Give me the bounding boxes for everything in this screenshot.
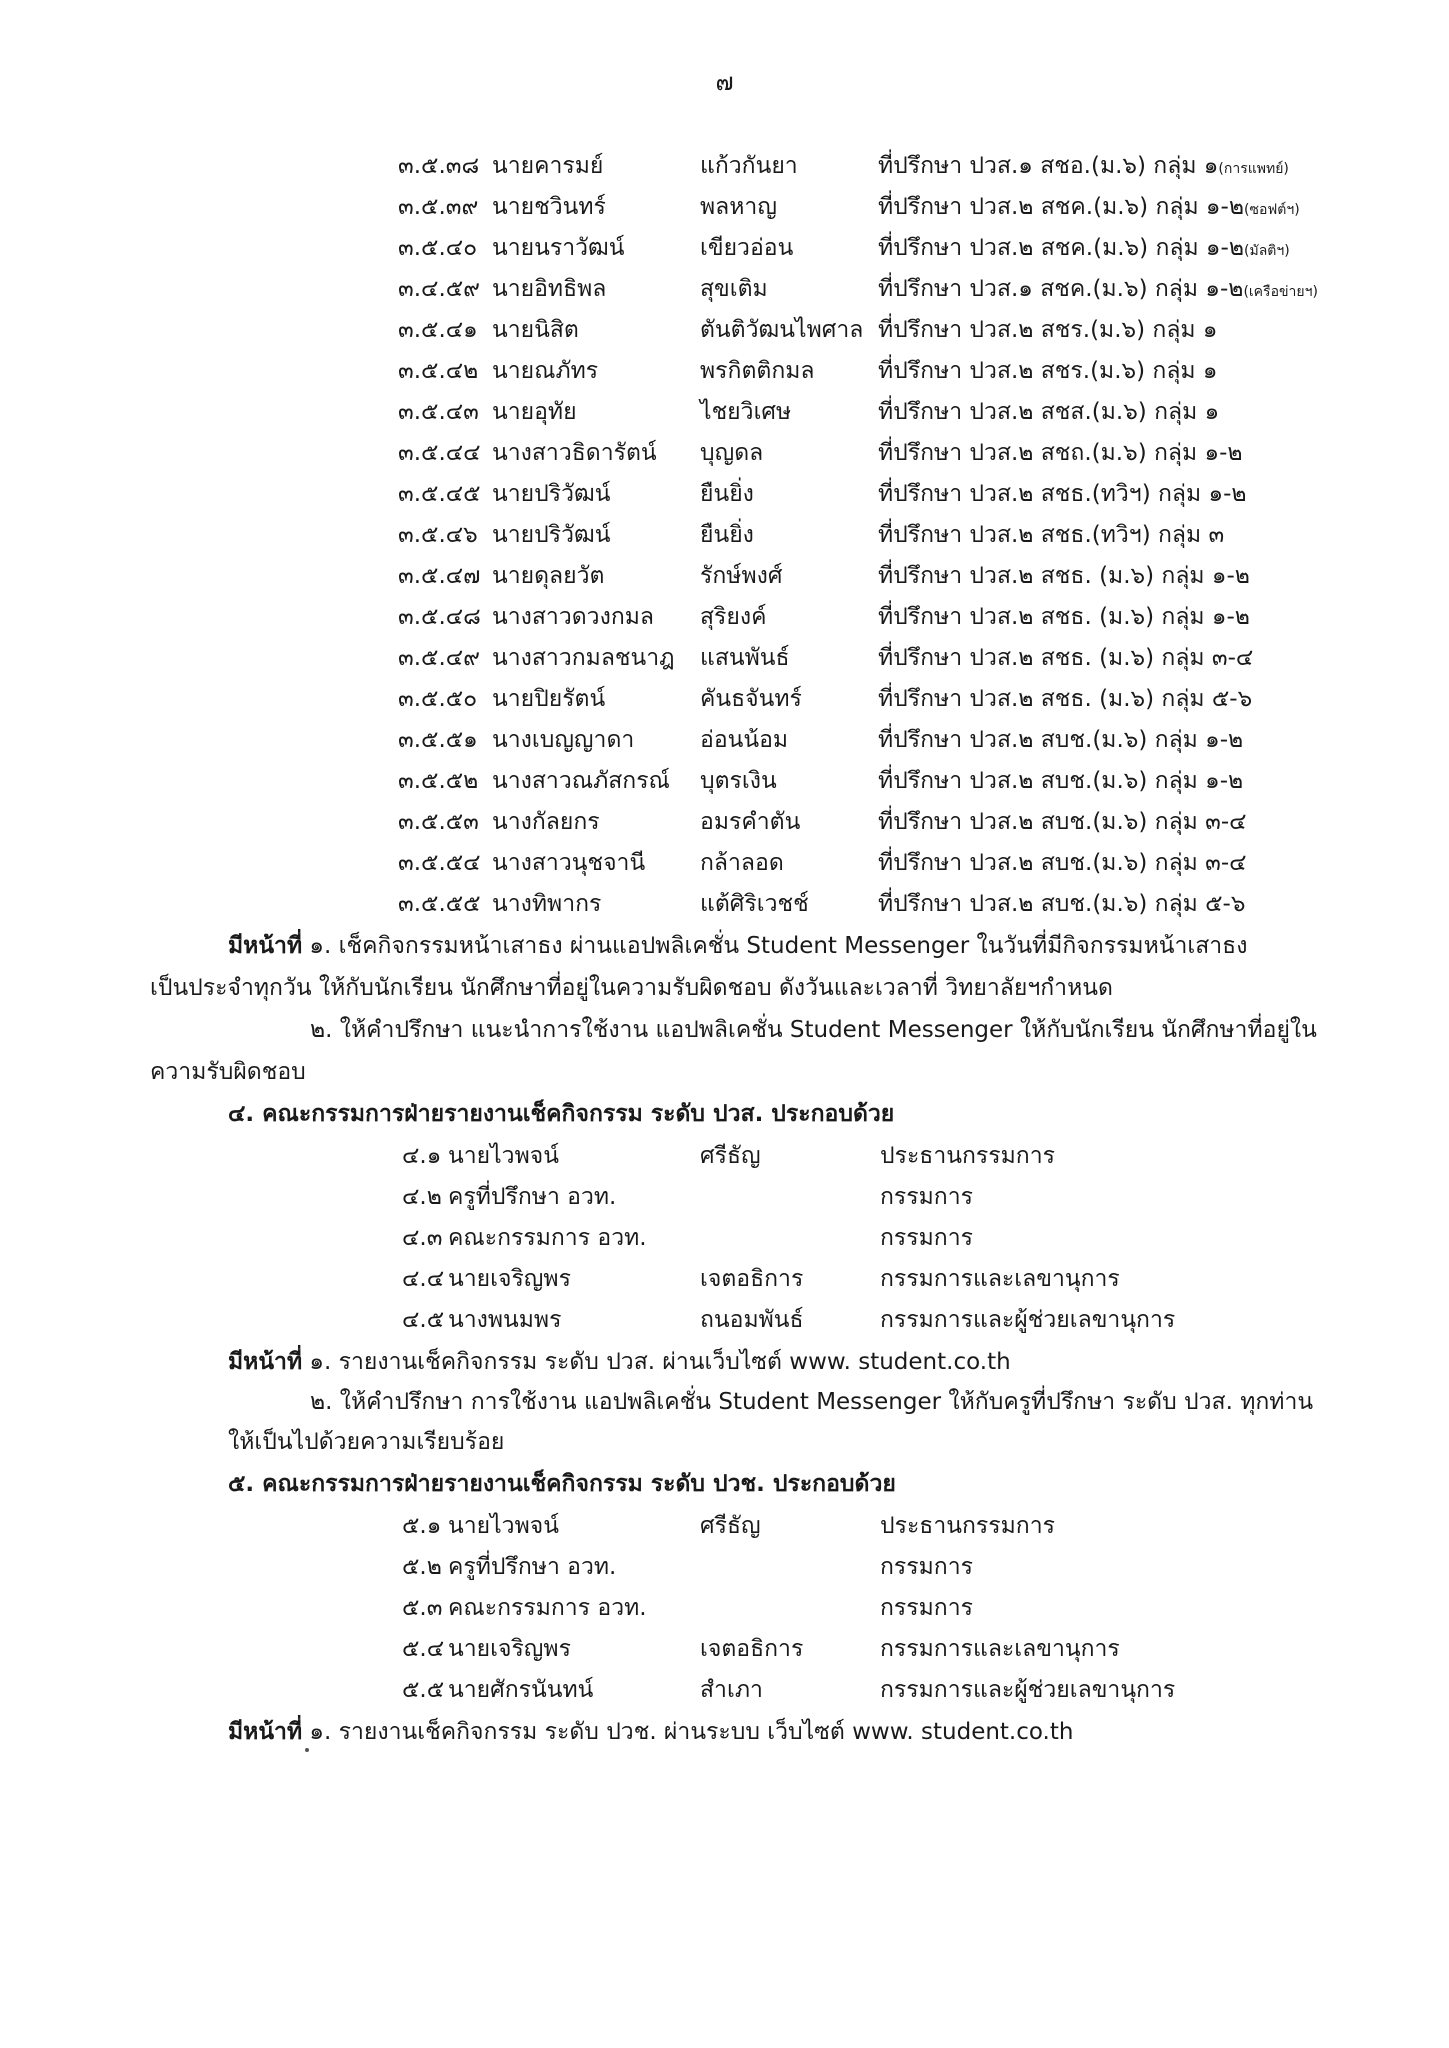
committee-row — [0, 1179, 1449, 1219]
member-role: ประธานกรรมการ — [880, 1143, 1055, 1169]
member-surname: ศรีธัญ — [700, 1143, 761, 1169]
row-role: ที่ปรึกษา ปวส.๒ สบช.(ม.๖) กลุ่ม ๕-๖ — [878, 891, 1246, 917]
row-first-name: นายชวินทร์ — [492, 194, 606, 220]
committee-row — [0, 1590, 1449, 1630]
committee-row — [0, 1261, 1449, 1301]
row-last-name: แสนพันธ์ — [700, 645, 790, 671]
row-last-name: อ่อนน้อม — [700, 727, 789, 753]
row-number: ๓.๕.๕๐ — [398, 686, 478, 712]
row-last-name: พลหาญ — [700, 194, 777, 220]
member-name: ครูที่ปรึกษา อวท. — [448, 1554, 617, 1580]
section5-duty1 — [228, 1714, 1073, 1750]
row-last-name: กล้าลอด — [700, 850, 784, 876]
row-role-note: (ซอฟต์ฯ) — [1244, 202, 1300, 218]
row-last-name: อมรคำตัน — [700, 809, 801, 835]
table-row — [0, 599, 1449, 640]
row-last-name: แต้ศิริเวชช์ — [700, 891, 809, 917]
member-name: นางพนมพร — [448, 1307, 562, 1333]
table-row — [0, 681, 1449, 722]
row-role: ที่ปรึกษา ปวส.๒ สชธ. (ม.๖) กลุ่ม ๑-๒ — [878, 563, 1250, 589]
duties3-label: มีหน้าที่ — [228, 933, 303, 959]
row-role: ที่ปรึกษา ปวส.๒ สชร.(ม.๖) กลุ่ม ๑ — [878, 317, 1218, 343]
section4-duty1 — [228, 1344, 1011, 1380]
member-role: กรรมการและเลขานุการ — [880, 1636, 1120, 1662]
member-role: กรรมการและผู้ช่วยเลขานุการ — [880, 1307, 1176, 1333]
section4-duty3: ให้เป็นไปด้วยความเรียบร้อย — [228, 1429, 505, 1455]
member-surname: เจตอธิการ — [700, 1636, 804, 1662]
member-number: ๔.๑ — [402, 1143, 442, 1169]
duties3-line1 — [228, 928, 1247, 964]
row-role — [878, 148, 1289, 184]
row-role: ที่ปรึกษา ปวส.๒ สบช.(ม.๖) กลุ่ม ๓-๔ — [878, 809, 1247, 835]
scan-speck — [305, 1748, 309, 1752]
row-role: ที่ปรึกษา ปวส.๒ สชธ. (ม.๖) กลุ่ม ๕-๖ — [878, 686, 1253, 712]
duties3-line2: เป็นประจำทุกวัน ให้กับนักเรียน นักศึกษาที่อยู่ในความรับผิดชอบ ดังวันและเวลาที่ วิทยาลัยฯกำหนด — [150, 975, 1113, 1001]
committee-row — [0, 1549, 1449, 1589]
row-number: ๓.๕.๔๒ — [398, 358, 479, 384]
row-first-name: นายณภัทร — [492, 358, 599, 384]
duties3-line1-text: ๑. เช็คกิจกรรมหน้าเสาธง ผ่านแอปพลิเคชั่น Student Messenger ในวันที่มีกิจกรรมหน้าเสาธง — [302, 933, 1248, 959]
row-number: ๓.๕.๔๔ — [398, 440, 481, 466]
table-row — [0, 230, 1449, 271]
row-number: ๓.๕.๔๑ — [398, 317, 478, 343]
member-role: ประธานกรรมการ — [880, 1513, 1055, 1539]
row-number: ๓.๕.๕๓ — [398, 809, 479, 835]
row-number: ๓.๕.๔๙ — [398, 645, 481, 671]
section5-duty1-text: ๑. รายงานเช็คกิจกรรม ระดับ ปวช. ผ่านระบบ เว็บไซต์ www. student.co.th — [302, 1719, 1074, 1745]
row-last-name: แก้วกันยา — [700, 153, 798, 179]
table-row — [0, 435, 1449, 476]
row-number: ๓.๕.๔๗ — [398, 563, 481, 589]
member-name: นายไวพจน์ — [448, 1143, 559, 1169]
table-row — [0, 394, 1449, 435]
row-role-text: ที่ปรึกษา ปวส.๑ สชค.(ม.๖) กลุ่ม ๑-๒ — [878, 276, 1244, 302]
row-number: ๓.๕.๓๘ — [398, 153, 480, 179]
member-number: ๕.๒ — [402, 1554, 442, 1580]
committee-row — [0, 1302, 1449, 1342]
row-first-name: นายอิทธิพล — [492, 276, 607, 302]
row-first-name: นายดุลยวัต — [492, 563, 605, 589]
advisor-roster — [0, 148, 1449, 927]
member-role: กรรมการ — [880, 1225, 973, 1251]
row-role: ที่ปรึกษา ปวส.๒ สชธ.(ทวิฯ) กลุ่ม ๑-๒ — [878, 481, 1247, 507]
table-row — [0, 763, 1449, 804]
member-number: ๕.๑ — [402, 1513, 442, 1539]
row-first-name: นายคารมย์ — [492, 153, 604, 179]
section4-duty2: ๒. ให้คำปรึกษา การใช้งาน แอปพลิเคชั่น Student Messenger ให้กับครูที่ปรึกษา ระดับ ปวส. ทุกท่าน — [310, 1389, 1314, 1415]
row-last-name: สุริยงค์ — [700, 604, 767, 630]
row-first-name: นางเบญญาดา — [492, 727, 635, 753]
row-last-name: รักษ์พงศ์ — [700, 563, 783, 589]
row-last-name: ยืนยิ่ง — [700, 481, 754, 507]
table-row — [0, 804, 1449, 845]
row-number: ๓.๕.๔๖ — [398, 522, 478, 548]
row-role: ที่ปรึกษา ปวส.๒ สชธ. (ม.๖) กลุ่ม ๑-๒ — [878, 604, 1250, 630]
row-role-note: (เครือข่ายฯ) — [1243, 284, 1318, 300]
row-role — [878, 189, 1300, 225]
member-name: นายศักรนันทน์ — [448, 1677, 594, 1703]
row-first-name: นายปริวัฒน์ — [492, 522, 611, 548]
committee-row — [0, 1508, 1449, 1548]
committee-row — [0, 1138, 1449, 1178]
row-role — [878, 230, 1290, 266]
member-number: ๔.๒ — [402, 1184, 442, 1210]
row-number: ๓.๕.๕๕ — [398, 891, 481, 917]
row-role-text: ที่ปรึกษา ปวส.๒ สชค.(ม.๖) กลุ่ม ๑-๒ — [878, 235, 1244, 261]
table-row — [0, 845, 1449, 886]
row-last-name: ตันติวัฒนไพศาล — [700, 317, 864, 343]
row-role-note: (มัลติฯ) — [1244, 243, 1290, 259]
member-number: ๔.๔ — [402, 1266, 445, 1292]
row-role-text: ที่ปรึกษา ปวส.๒ สชค.(ม.๖) กลุ่ม ๑-๒ — [878, 194, 1244, 220]
row-number: ๓.๔.๕๙ — [398, 276, 481, 302]
table-row — [0, 722, 1449, 763]
row-last-name: ไชยวิเศษ — [700, 399, 792, 425]
member-role: กรรมการ — [880, 1184, 973, 1210]
member-name: ครูที่ปรึกษา อวท. — [448, 1184, 617, 1210]
row-first-name: นางกัลยกร — [492, 809, 600, 835]
duties3-line4: ความรับผิดชอบ — [150, 1059, 306, 1085]
row-number: ๓.๕.๔๐ — [398, 235, 478, 261]
row-first-name: นายปิยรัตน์ — [492, 686, 606, 712]
section5-duty-label: มีหน้าที่ — [228, 1719, 303, 1745]
table-row — [0, 312, 1449, 353]
committee-row — [0, 1672, 1449, 1712]
row-first-name: นางสาวธิดารัตน์ — [492, 440, 657, 466]
member-number: ๔.๕ — [402, 1307, 445, 1333]
member-name: นายเจริญพร — [448, 1266, 571, 1292]
member-number: ๕.๔ — [402, 1636, 445, 1662]
row-first-name: นายนราวัฒน์ — [492, 235, 625, 261]
committee-row — [0, 1631, 1449, 1671]
row-first-name: นายปริวัฒน์ — [492, 481, 611, 507]
row-number: ๓.๕.๔๓ — [398, 399, 479, 425]
row-number: ๓.๕.๓๙ — [398, 194, 479, 220]
committee-row — [0, 1220, 1449, 1260]
row-last-name: คันธจันทร์ — [700, 686, 802, 712]
row-number: ๓.๕.๕๔ — [398, 850, 481, 876]
row-first-name: นางสาวนุชจานี — [492, 850, 646, 876]
row-role: ที่ปรึกษา ปวส.๒ สชส.(ม.๖) กลุ่ม ๑ — [878, 399, 1220, 425]
table-row — [0, 148, 1449, 189]
member-surname: ศรีธัญ — [700, 1513, 761, 1539]
row-first-name: นายนิสิต — [492, 317, 579, 343]
row-number: ๓.๕.๕๑ — [398, 727, 478, 753]
member-surname: เจตอธิการ — [700, 1266, 804, 1292]
row-first-name: นางทิพากร — [492, 891, 602, 917]
member-number: ๕.๓ — [402, 1595, 443, 1621]
member-role: กรรมการ — [880, 1595, 973, 1621]
table-row — [0, 189, 1449, 230]
row-role: ที่ปรึกษา ปวส.๒ สชถ.(ม.๖) กลุ่ม ๑-๒ — [878, 440, 1243, 466]
row-role: ที่ปรึกษา ปวส.๒ สชธ.(ทวิฯ) กลุ่ม ๓ — [878, 522, 1225, 548]
table-row — [0, 517, 1449, 558]
row-role-note: (การแพทย์) — [1218, 161, 1289, 177]
section5-heading: ๕. คณะกรรมการฝ่ายรายงานเช็คกิจกรรม ระดับ ปวช. ประกอบด้วย — [228, 1471, 896, 1497]
page-number: ๗ — [715, 68, 734, 96]
row-number: ๓.๕.๕๒ — [398, 768, 479, 794]
table-row — [0, 353, 1449, 394]
row-first-name: นายอุทัย — [492, 399, 577, 425]
row-role: ที่ปรึกษา ปวส.๒ สชธ. (ม.๖) กลุ่ม ๓-๔ — [878, 645, 1254, 671]
table-row — [0, 271, 1449, 312]
table-row — [0, 886, 1449, 927]
member-role: กรรมการและผู้ช่วยเลขานุการ — [880, 1677, 1176, 1703]
row-last-name: ยืนยิ่ง — [700, 522, 754, 548]
member-number: ๕.๕ — [402, 1677, 445, 1703]
row-last-name: สุขเติม — [700, 276, 768, 302]
member-surname: สำเภา — [700, 1677, 763, 1703]
row-role: ที่ปรึกษา ปวส.๒ สบช.(ม.๖) กลุ่ม ๓-๔ — [878, 850, 1247, 876]
table-row — [0, 640, 1449, 681]
row-role: ที่ปรึกษา ปวส.๒ สบช.(ม.๖) กลุ่ม ๑-๒ — [878, 768, 1244, 794]
row-last-name: เขียวอ่อน — [700, 235, 794, 261]
member-name: นายเจริญพร — [448, 1636, 571, 1662]
member-role: กรรมการ — [880, 1554, 973, 1580]
duties3-line3: ๒. ให้คำปรึกษา แนะนำการใช้งาน แอปพลิเคชั่น Student Messenger ให้กับนักเรียน นักศึกษาที่อยู่ใน — [310, 1017, 1317, 1043]
row-role: ที่ปรึกษา ปวส.๒ สบช.(ม.๖) กลุ่ม ๑-๒ — [878, 727, 1244, 753]
member-role: กรรมการและเลขานุการ — [880, 1266, 1120, 1292]
row-last-name: บุตรเงิน — [700, 768, 777, 794]
member-name: คณะกรรมการ อวท. — [448, 1225, 647, 1251]
table-row — [0, 558, 1449, 599]
member-number: ๔.๓ — [402, 1225, 443, 1251]
row-number: ๓.๕.๔๕ — [398, 481, 481, 507]
row-role: ที่ปรึกษา ปวส.๒ สชร.(ม.๖) กลุ่ม ๑ — [878, 358, 1218, 384]
member-name: คณะกรรมการ อวท. — [448, 1595, 647, 1621]
table-row — [0, 476, 1449, 517]
row-first-name: นางสาวณภัสกรณ์ — [492, 768, 670, 794]
member-surname: ถนอมพันธ์ — [700, 1307, 804, 1333]
row-role-text: ที่ปรึกษา ปวส.๑ สชอ.(ม.๖) กลุ่ม ๑ — [878, 153, 1219, 179]
section4-duty1-text: ๑. รายงานเช็คกิจกรรม ระดับ ปวส. ผ่านเว็บไซต์ www. student.co.th — [302, 1349, 1011, 1375]
row-number: ๓.๕.๔๘ — [398, 604, 481, 630]
row-role — [878, 271, 1318, 307]
row-first-name: นางสาวดวงกมล — [492, 604, 654, 630]
row-last-name: บุญดล — [700, 440, 764, 466]
member-name: นายไวพจน์ — [448, 1513, 559, 1539]
section4-duty-label: มีหน้าที่ — [228, 1349, 303, 1375]
section4-heading: ๔. คณะกรรมการฝ่ายรายงานเช็คกิจกรรม ระดับ ปวส. ประกอบด้วย — [228, 1101, 895, 1127]
row-last-name: พรกิตติกมล — [700, 358, 815, 384]
row-first-name: นางสาวกมลชนาฎ — [492, 645, 675, 671]
